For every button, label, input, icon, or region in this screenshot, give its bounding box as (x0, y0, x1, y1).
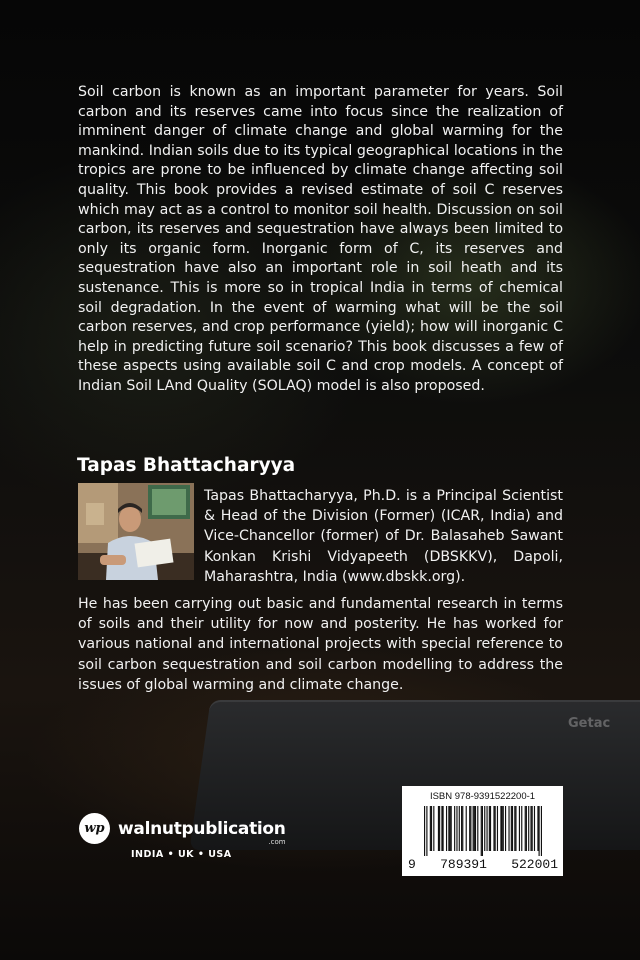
barcode-bar (534, 806, 535, 851)
barcode-bar (486, 806, 487, 851)
barcode-bar (537, 806, 538, 851)
barcode-bar (539, 806, 540, 856)
barcode-bar (439, 806, 440, 851)
barcode-bar (430, 806, 431, 851)
barcode-bar (490, 806, 491, 851)
barcode-bar (493, 806, 494, 851)
publisher-name: walnutpublication (118, 818, 286, 839)
publisher-domain-suffix: .com (268, 837, 286, 846)
barcode-bar (470, 806, 471, 851)
barcode-bar (456, 806, 457, 851)
barcode-bar (448, 806, 449, 851)
author-bio-details: He has been carrying out basic and fundamental research in terms of soils and their utility for now and posterity. He has worked for various national and international projects with special reference to soil carbon sequestration and soil carbon modelling to address the issues of global warming and climate change. (78, 596, 563, 693)
barcode-bar (503, 806, 504, 851)
barcode-bar (481, 806, 482, 856)
barcode-digit-first: 9 (408, 857, 416, 872)
barcode-bar (541, 806, 542, 856)
barcode-bar (446, 806, 447, 851)
barcode-bar (508, 806, 509, 851)
barcode-digits-right: 522001 (511, 857, 558, 872)
book-description: Soil carbon is known as an important parameter for years. Soil carbon and its reserves came into focus since the realization of imminent danger of climate change and global warming for the mankind. Indian soils due to its typical geographical locations in the tropics are prone to be influenced by climate change affecting soil quality. This book provides a revised estimate of soil C reserves which may act as a control to monitor soil health. Discussion on soil carbon, its reserves and sequestration have always been limited to only its organic form. Inorganic form of C, its reserves and sequestration have also an important role in soil heath and its sustenance. This is more so in tropical India in terms of chemical soil degradation. In the event of warming what will be the soil carbon reserves, and crop performance (yield); how will inorganic C help in predicting future soil scenario? This book discusses a few of these aspects using available soil C and crop models. A concept of Indian Soil LAnd Quality (SOLAQ) model is also proposed. (78, 84, 563, 394)
barcode-bar (515, 806, 516, 851)
barcode-bar (441, 806, 442, 851)
barcode-bar (475, 806, 476, 851)
publisher-logo-icon: wp (79, 813, 110, 844)
barcode-bar (511, 806, 512, 851)
barcode-bar (512, 806, 513, 851)
barcode-bar (433, 806, 434, 851)
publisher-logo (79, 813, 286, 844)
barcode-bar (462, 806, 463, 851)
isbn-number: ISBN 978-9391522200-1 (429, 791, 536, 802)
barcode-bar (495, 806, 496, 851)
barcode-bar (454, 806, 455, 851)
isbn-barcode (402, 786, 563, 876)
barcode-bar (489, 806, 490, 851)
barcode-bar (525, 806, 526, 851)
barcode-bar (451, 806, 452, 851)
barcode-bars (424, 806, 542, 856)
barcode-bar (526, 806, 527, 851)
barcode-digits (408, 857, 558, 872)
barcode-bar (514, 806, 515, 851)
barcode-bar (521, 806, 522, 851)
barcode-bar (443, 806, 444, 851)
barcode-bar (431, 806, 432, 851)
author-bio-intro: Tapas Bhattacharyya, Ph.D. is a Principal Scientist & Head of the Division (Former) (ICAR, India) and Vice-Chancellor (former) of Dr. Balasaheb Sawant Konkan Krishi Vidyapeeth (DBSKKV), Dapoli, Maharashtra, India (www.dbskk.org). (204, 488, 563, 585)
barcode-bar (461, 806, 462, 851)
barcode-bar (438, 806, 439, 851)
publisher-countries: INDIA • UK • USA (131, 849, 232, 860)
barcode-bar (466, 806, 467, 851)
barcode-bar (469, 806, 470, 851)
author-name: Tapas Bhattacharyya (77, 455, 296, 476)
barcode-bar (505, 806, 506, 851)
barcode-bar (426, 806, 427, 856)
barcode-bar (497, 806, 498, 851)
barcode-bar (528, 806, 529, 851)
barcode-bar (459, 806, 460, 851)
laptop-brand-text: Getac (568, 716, 611, 731)
publisher-wordmark (118, 818, 286, 846)
barcode-bar (449, 806, 450, 851)
barcode-bar (424, 806, 425, 856)
barcode-digits-left: 789391 (440, 857, 487, 872)
barcode-bar (500, 806, 501, 851)
barcode-bar (519, 806, 520, 851)
author-photo (78, 483, 194, 580)
barcode-bar (473, 806, 474, 851)
barcode-bar (530, 806, 531, 851)
barcode-bar (477, 806, 478, 851)
barcode-bar (532, 806, 533, 851)
barcode-bar (484, 806, 485, 851)
barcode-bar (474, 806, 475, 851)
barcode-bar (482, 806, 483, 856)
barcode-bar (502, 806, 503, 851)
